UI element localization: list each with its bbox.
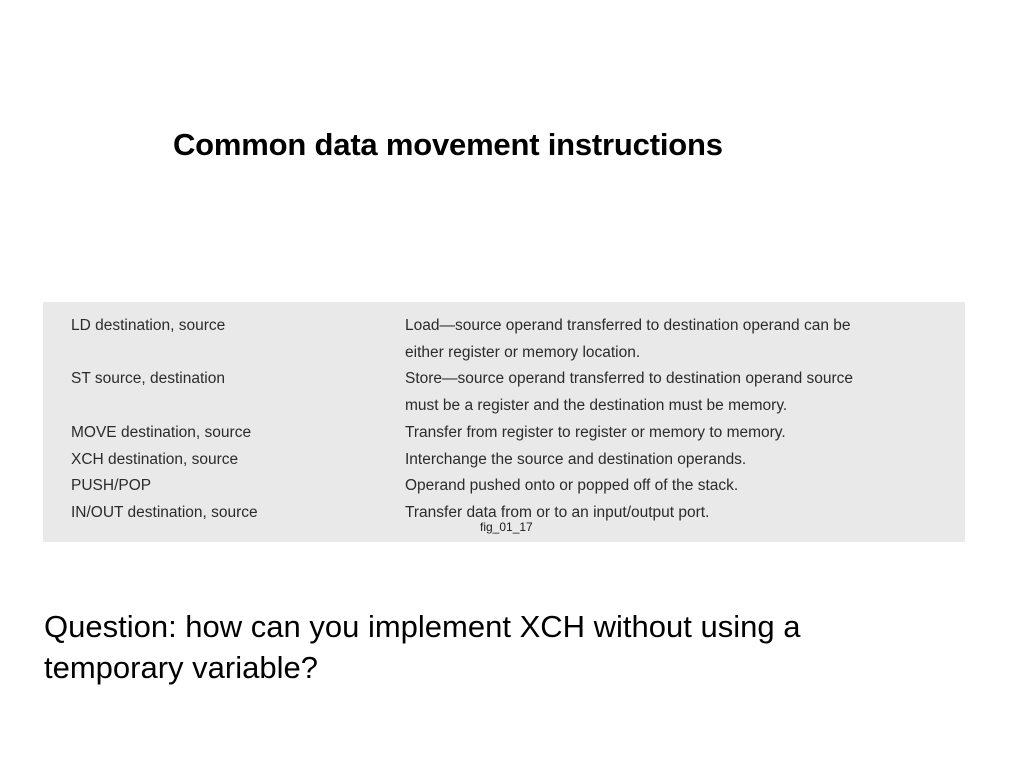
instruction-move: MOVE destination, source — [71, 424, 252, 441]
description-ld-line1: Load—source operand transferred to destination operand can be — [405, 317, 851, 334]
instruction-figure — [43, 302, 965, 542]
description-push-pop: Operand pushed onto or popped off of the stack. — [405, 477, 739, 494]
question-text: Question: how can you implement XCH without using a temporary variable? — [44, 609, 801, 685]
description-move: Transfer from register to register or memory to memory. — [405, 424, 786, 441]
instruction-push-pop: PUSH/POP — [71, 477, 152, 494]
figure-caption: fig_01_17 — [480, 520, 533, 534]
description-ld-line2: either register or memory location. — [405, 344, 641, 361]
description-st-line2: must be a register and the destination must be memory. — [405, 397, 788, 414]
instruction-ld: LD destination, source — [71, 317, 226, 334]
instruction-in-out: IN/OUT destination, source — [71, 504, 258, 521]
description-st-line1: Store—source operand transferred to destination operand source — [405, 370, 854, 387]
description-in-out: Transfer data from or to an input/output port. — [405, 504, 710, 521]
slide-title: Common data movement instructions — [173, 127, 723, 162]
instruction-st: ST source, destination — [71, 370, 225, 387]
instruction-xch: XCH destination, source — [71, 451, 239, 468]
description-xch: Interchange the source and destination operands. — [405, 451, 747, 468]
